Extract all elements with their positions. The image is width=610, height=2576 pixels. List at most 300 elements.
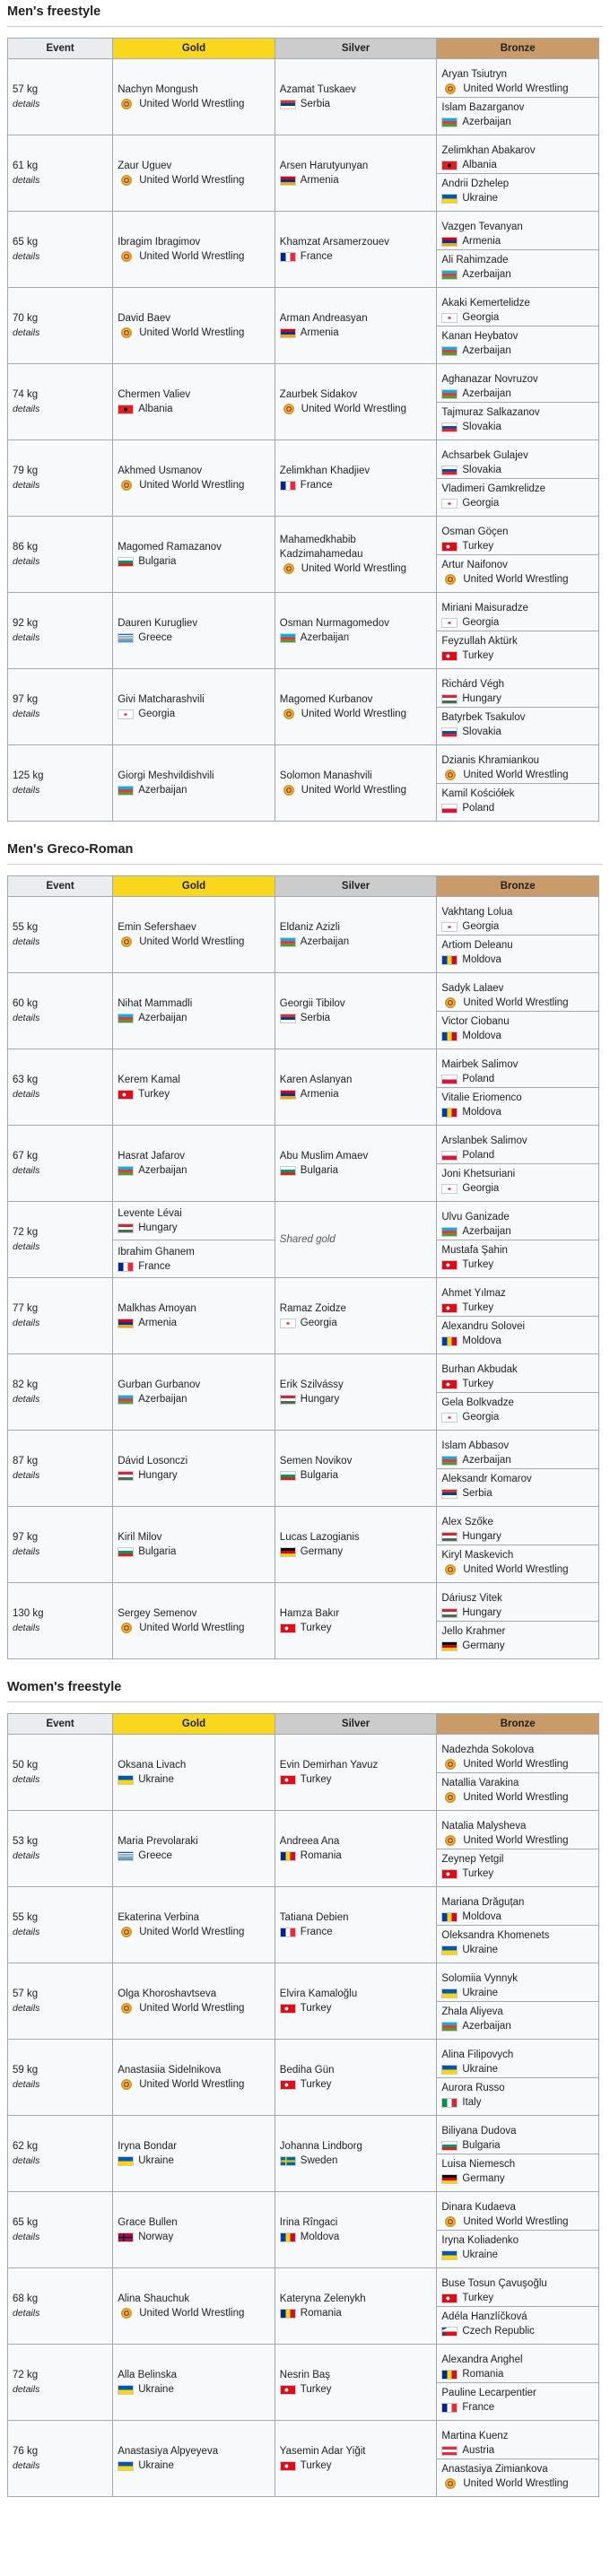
athlete-name-link[interactable]: Dzianis Khramiankou [441,755,540,766]
uww-flag-icon [121,2308,132,2319]
athlete-name-link[interactable]: Alla Belinska [118,2370,178,2380]
athlete-name-link[interactable]: Magomed Kurbanov [279,694,373,705]
gold-column-header[interactable]: Gold [113,39,275,59]
athlete-name-link[interactable]: Vitalie Eriomenco [441,1092,522,1103]
details-link[interactable]: details [13,2079,40,2090]
details-link[interactable]: details [13,2232,40,2242]
country-name-link[interactable]: Ukraine [138,2384,174,2395]
athlete-name-link[interactable]: Vladimeri Gamkrelidze [441,483,546,494]
silver-column-header[interactable]: Silver [274,876,437,897]
athlete-name-link[interactable]: Miriani Maisuradze [441,603,528,614]
country-name-link[interactable]: United World Wrestling [139,2003,245,2014]
country-name-link[interactable]: Slovakia [462,422,501,432]
country-name-link[interactable]: United World Wrestling [139,175,245,186]
athlete-name-link[interactable]: Erik Szilvássy [279,1379,344,1390]
country-name-link[interactable]: Armenia [138,1318,178,1328]
country-name-link[interactable]: Ukraine [138,1774,174,1785]
country-name-link[interactable]: United World Wrestling [139,480,245,491]
athlete-name-link[interactable]: Zhala Aliyeva [441,2006,503,2017]
athlete-name-link[interactable]: Bediha Gün [279,2065,335,2076]
event-column-header[interactable]: Event [8,1714,113,1735]
bronze-medalist [437,783,598,815]
athlete-name-link[interactable]: Olga Khoroshavtseva [118,1989,217,1999]
bronze-cell [437,1354,599,1431]
country-name-link[interactable]: Georgia [462,312,500,323]
albania-flag-icon [441,161,458,170]
athlete-name-link[interactable]: Oksana Livach [118,1760,187,1771]
country-name-link[interactable]: Serbia [300,1013,331,1023]
country-name-link[interactable]: United World Wrestling [463,770,569,780]
athlete-name-link[interactable]: Mustafa Şahin [441,1245,508,1256]
athlete-name-link[interactable]: Alina Filipovych [441,2049,514,2060]
athlete-name-link[interactable]: Victor Ciobanu [441,1016,510,1027]
country-name-link[interactable]: Austria [462,2445,495,2456]
country-name-link[interactable]: Bulgaria [138,1546,177,1557]
country-name-link[interactable]: Armenia [300,1089,339,1100]
country-name-link[interactable]: United World Wrestling [463,1564,569,1575]
athlete-name-link[interactable]: Gurban Gurbanov [118,1379,201,1390]
athlete-name-link[interactable]: Islam Bazarganov [441,102,525,113]
athlete-name-link[interactable]: Batyrbek Tsakulov [441,712,526,723]
athlete-name-link[interactable]: Ali Rahimzade [441,255,509,265]
athlete-name-link[interactable]: Dauren Kurugliev [118,618,198,629]
details-link[interactable]: details [13,1850,40,1861]
athlete-name-link[interactable]: Andrii Dzhelep [441,178,510,189]
country-name-link[interactable]: Ukraine [462,193,499,204]
athlete-name-link[interactable]: Kerem Kamal [118,1075,180,1085]
athlete-name-link[interactable]: Hasrat Jafarov [118,1151,185,1162]
country-name-link[interactable]: United World Wrestling [301,785,406,796]
country-name-link[interactable]: United World Wrestling [463,574,569,585]
country-name-link[interactable]: United World Wrestling [139,1623,245,1633]
athlete-name-link[interactable]: Georgii Tibilov [279,998,345,1009]
athlete-name-link[interactable]: Ibrahim Ghanem [118,1247,195,1258]
country-name-link[interactable]: Turkey [300,1623,332,1633]
country-name-link[interactable]: Hungary [462,1607,501,1618]
country-name-link[interactable]: Greece [138,1850,172,1861]
athlete-name-link[interactable]: Irina Rîngaci [279,2217,338,2228]
country-name-link[interactable]: Ukraine [138,2155,174,2166]
details-link[interactable]: details [13,99,40,109]
athlete-name-link[interactable]: Artiom Deleanu [441,940,513,951]
athlete-name-link[interactable]: Alina Shauchuk [118,2293,190,2304]
athlete-name-link[interactable]: Abu Muslim Amaev [279,1151,369,1162]
country-name-link[interactable]: Germany [462,1640,505,1651]
athlete-name-link[interactable]: Dávid Losonczi [118,1456,188,1466]
athlete-name-link[interactable]: Feyzullah Aktürk [441,636,518,647]
country-name-link[interactable]: Ukraine [462,2250,499,2260]
country-name-link[interactable]: Serbia [300,99,331,109]
country-name-link[interactable]: United World Wrestling [463,1759,569,1770]
athlete-name-link[interactable]: Karen Aslanyan [279,1075,353,1085]
country-name-link[interactable]: Moldova [462,1031,501,1041]
athlete-name-link[interactable]: Alexandru Solovei [441,1321,526,1332]
country-name-link[interactable]: Norway [138,2232,174,2242]
athlete-name-link[interactable]: Givi Matcharashvili [118,694,205,705]
athlete-name-link[interactable]: Zeynep Yetgil [441,1854,504,1865]
athlete-name-link[interactable]: Grace Bullen [118,2217,178,2228]
details-link[interactable]: details [13,709,40,719]
country-name-link[interactable]: Georgia [462,1412,500,1423]
country-name-link[interactable]: United World Wrestling [301,563,406,574]
country-name-link[interactable]: Armenia [300,175,339,186]
turkey-flag-icon [280,1623,296,1633]
country-name-link[interactable]: Slovakia [462,465,501,475]
athlete-name-link[interactable]: Ibragim Ibragimov [118,237,201,248]
country-name-link[interactable]: Turkey [300,1774,332,1785]
country-name-link[interactable]: France [462,2402,495,2413]
silver-column-header[interactable]: Silver [274,1714,437,1735]
athlete-name-link[interactable]: Nadezhda Sokolova [441,1745,535,1755]
athlete-name-link[interactable]: Alex Szőke [441,1517,493,1527]
country-name-link[interactable]: United World Wrestling [139,936,245,947]
details-link[interactable]: details [13,1013,40,1023]
country-name-link[interactable]: Turkey [462,2293,494,2303]
athlete-name-link[interactable]: Malkhas Amoyan [118,1303,196,1314]
details-link[interactable]: details [13,2460,40,2471]
country-name-link[interactable]: United World Wrestling [301,404,406,414]
country-name-link[interactable]: Turkey [462,1302,494,1313]
bronze-column-header[interactable]: Bronze [437,39,599,59]
country-name-link[interactable]: Romania [300,2308,342,2319]
athlete-name-link[interactable]: Iryna Bondar [118,2141,178,2152]
athlete-name-link[interactable]: Andreea Ana [279,1836,340,1847]
country-name-link[interactable]: Bulgaria [138,556,177,567]
athlete-name-link[interactable]: Gela Bolkvadze [441,1397,514,1408]
country-name-link[interactable]: Turkey [462,1259,494,1270]
medalist [280,2215,432,2244]
bronze-column-header[interactable]: Bronze [437,876,599,897]
athlete-name-link[interactable]: Ahmet Yılmaz [441,1288,506,1299]
country-name-link[interactable]: Georgia [462,921,500,932]
gold-column-header[interactable]: Gold [113,1714,275,1735]
uww-flag-icon [121,1623,132,1633]
country-name-link[interactable]: France [138,1261,171,1272]
country-name-link[interactable]: Turkey [462,1379,494,1389]
details-link[interactable]: details [13,1623,40,1633]
country-name-link[interactable]: Greece [138,632,172,643]
athlete-name-link[interactable]: Aleksandr Komarov [441,1474,532,1484]
country-name-link[interactable]: Azerbaijan [138,1013,187,1023]
athlete-name-link[interactable]: Artur Naifonov [441,560,508,570]
country-name-link[interactable]: Azerbaijan [138,785,187,796]
details-link[interactable]: details [13,404,40,414]
country-name-link[interactable]: Moldova [462,954,501,965]
bulgaria-flag-icon [280,1166,296,1176]
athlete-name-link[interactable]: Akaki Kemertelidze [441,298,530,309]
country-name-link[interactable]: United World Wrestling [463,1835,569,1846]
athlete-name-link[interactable]: Burhan Akbudak [441,1364,518,1375]
country-name-link[interactable]: Georgia [462,498,500,509]
athlete-name-link[interactable]: Semen Novikov [279,1456,353,1466]
country-name-link[interactable]: Moldova [462,1336,501,1346]
country-name-link[interactable]: Bulgaria [462,2140,501,2151]
country-name-link[interactable]: Moldova [462,1911,501,1922]
details-link[interactable]: details [13,556,40,567]
athlete-name-link[interactable]: Aghanazar Novruzov [441,374,538,385]
country-name-link[interactable]: United World Wrestling [463,83,569,94]
athlete-name-link[interactable]: Dáriusz Vitek [441,1593,502,1604]
country-name-link[interactable]: Azerbaijan [462,2021,511,2032]
country-name-link[interactable]: Poland [462,1074,495,1084]
details-link[interactable]: details [13,1318,40,1328]
country-name-link[interactable]: Moldova [300,2232,340,2242]
details-link[interactable]: details [13,2308,40,2319]
details-link[interactable]: details [13,480,40,491]
athlete-name-link[interactable]: Martina Kuenz [441,2431,509,2441]
athlete-name-link[interactable]: Ulvu Ganizade [441,1212,510,1223]
country-name-link[interactable]: France [300,480,333,491]
athlete-name-link[interactable]: Buse Tosun Çavuşoğlu [441,2278,547,2289]
athlete-name-link[interactable]: Iryna Koliadenko [441,2235,519,2246]
athlete-name-link[interactable]: Islam Abbasov [441,1440,510,1451]
country-name-link[interactable]: Turkey [300,2003,332,2014]
athlete-name-link[interactable]: Richárd Végh [441,679,505,690]
athlete-name-link[interactable]: Khamzat Arsamerzouev [279,237,389,248]
athlete-name-link[interactable]: Ramaz Zoidze [279,1303,346,1314]
athlete-name-link[interactable]: Aryan Tsiutryn [441,69,508,80]
athlete-name-link[interactable]: Zelimkhan Abakarov [441,145,536,156]
gold-column-header[interactable]: Gold [113,876,275,897]
athlete-name-link[interactable]: Johanna Lindborg [279,2141,362,2152]
athlete-name-link[interactable]: Luisa Niemesch [441,2159,516,2170]
athlete-name-link[interactable]: Pauline Lecarpentier [441,2388,536,2398]
athlete-name-link[interactable]: Osman Göçen [441,527,509,537]
country-name-link[interactable]: Armenia [300,327,339,338]
athlete-name-link[interactable]: Aurora Russo [441,2083,505,2093]
athlete-name-link[interactable]: Dinara Kudaeva [441,2202,516,2213]
country-name-link[interactable]: Azerbaijan [462,1226,511,1237]
country-name-link[interactable]: United World Wrestling [139,327,245,338]
athlete-name-link[interactable]: Kanan Heybatov [441,331,518,342]
athlete-name-link[interactable]: Akhmed Usmanov [118,466,203,476]
athlete-name-link[interactable]: Nihat Mammadli [118,998,193,1009]
country-name-link[interactable]: Hungary [138,1223,178,1233]
country [280,561,432,576]
country-name-link[interactable]: Poland [462,1150,495,1161]
country-name-link[interactable]: Turkey [300,2079,332,2090]
details-link[interactable]: details [13,1470,40,1481]
country-name-link[interactable]: Turkey [138,1089,170,1100]
moldova-flag-icon [280,2232,296,2242]
country-name-link[interactable]: Romania [300,1850,342,1861]
details-link[interactable]: details [13,1089,40,1100]
bronze-column-header[interactable]: Bronze [437,1714,599,1735]
details-link[interactable]: details [13,2155,40,2166]
country-name-link[interactable]: Ukraine [462,1945,499,1955]
country-name-link[interactable]: United World Wrestling [463,2478,569,2489]
country-name-link[interactable]: Albania [138,404,173,414]
country-name-link[interactable]: France [300,251,333,262]
country-name-link[interactable]: Azerbaijan [462,388,511,399]
uww-flag-icon [121,936,132,947]
country-name-link[interactable]: United World Wrestling [139,251,245,262]
country-name-link[interactable]: United World Wrestling [139,2079,245,2090]
athlete-name-link[interactable]: Magomed Ramazanov [118,542,222,553]
athlete-name-link[interactable]: Anastasiya Alpyeyeva [118,2446,219,2457]
athlete-name-link[interactable]: Nachyn Mongush [118,84,198,95]
country [441,1790,594,1805]
athlete-name-link[interactable]: Jello Krahmer [441,1626,506,1637]
country-name-link[interactable]: Hungary [462,693,501,704]
athlete-name-link[interactable]: Kamil Kościółek [441,788,515,799]
country-name-link[interactable]: Azerbaijan [300,936,350,947]
country-name-link[interactable]: United World Wrestling [463,997,569,1008]
country-name-link[interactable]: Ukraine [462,1988,499,1998]
athlete-name-link[interactable]: Emin Sefershaev [118,922,196,933]
athlete-name-link[interactable]: Sadyk Lalaev [441,983,504,994]
country-name-link[interactable]: Bulgaria [300,1470,338,1481]
details-link[interactable]: details [13,251,40,262]
athlete-name-link[interactable]: Anastasiya Zimiankova [441,2464,548,2475]
details-link[interactable]: details [13,1241,40,1252]
athlete-name-link[interactable]: Achsarbek Gulajev [441,450,528,461]
country-name-link[interactable]: Turkey [462,541,494,552]
details-link[interactable]: details [13,327,40,338]
country-name-link[interactable]: Georgia [462,617,500,628]
athlete-name-link[interactable]: Tatiana Debien [279,1912,349,1923]
table-row [8,1887,599,1963]
country-name-link[interactable]: Azerbaijan [300,632,350,643]
country-name-link[interactable]: Azerbaijan [462,345,511,356]
athlete-name-link[interactable]: Natallia Varakina [441,1778,519,1788]
athlete-name-link[interactable]: Azamat Tuskaev [279,84,356,95]
country-name-link[interactable]: Poland [462,803,495,814]
country-name-link[interactable]: Czech Republic [462,2326,535,2337]
country-name-link[interactable]: Romania [462,2369,504,2380]
athlete-name-link[interactable]: Mahamedkhabib Kadzimahamedau [279,535,363,560]
details-link[interactable]: details [13,1394,40,1405]
country-name-link[interactable]: Germany [462,2173,505,2184]
details-link[interactable]: details [13,1546,40,1557]
event-cell [8,1963,113,2040]
athlete-name-link[interactable]: Adéla Hanzlíčková [441,2311,527,2322]
country-name-link[interactable]: Germany [300,1546,344,1557]
athlete-name-link[interactable]: Solomon Manashvili [279,770,372,781]
athlete-name-link[interactable]: Maria Prevolaraki [118,1836,198,1847]
country-name-link[interactable]: Azerbaijan [138,1394,187,1405]
country-name-link[interactable]: Hungary [138,1470,178,1481]
athlete-name-link[interactable]: Kiril Milov [118,1532,162,1543]
athlete-name-link[interactable]: Zaur Uguev [118,161,172,171]
country-name-link[interactable]: United World Wrestling [463,1792,569,1803]
country-name-link[interactable]: Georgia [300,1318,337,1328]
athlete-name-link[interactable]: Levente Lévai [118,1208,182,1219]
country-name-link[interactable]: Georgia [138,709,176,719]
country-name-link[interactable]: Azerbaijan [462,269,511,280]
country-name-link[interactable]: Bulgaria [300,1165,338,1176]
bronze-medalist [437,2121,598,2154]
details-link[interactable]: details [13,2384,40,2395]
athlete-name-link[interactable]: Sergey Semenov [118,1608,197,1619]
country-name-link[interactable]: United World Wrestling [139,2308,245,2319]
country-name-link[interactable]: Armenia [462,236,501,247]
athlete-name-link[interactable]: Anastasiia Sidelnikova [118,2065,222,2076]
athlete-name-link[interactable]: Eldaniz Azizli [279,922,340,933]
country-name-link[interactable]: Hungary [462,1531,501,1542]
country-name-link[interactable]: Turkey [300,2460,332,2471]
details-link[interactable]: details [13,1927,40,1937]
details-link[interactable]: details [13,1774,40,1785]
athlete-name-link[interactable]: Mariana Drăguțan [441,1897,525,1908]
athlete-name-link[interactable]: Giorgi Meshvildishvili [118,770,214,781]
country-name-link[interactable]: Sweden [300,2155,338,2166]
details-link[interactable]: details [13,175,40,186]
athlete-name-link[interactable]: Biliyana Dudova [441,2126,517,2137]
country-name-link[interactable]: Azerbaijan [138,1165,187,1176]
country-name-link[interactable]: United World Wrestling [139,99,245,109]
athlete-name-link[interactable]: Zelimkhan Khadjiev [279,466,370,476]
country-name-link[interactable]: Serbia [462,1488,492,1499]
athlete-name-link[interactable]: Vazgen Tevanyan [441,222,523,232]
country-name-link[interactable]: Slovakia [462,727,501,737]
athlete-name-link[interactable]: Yasemin Adar Yiğit [279,2446,366,2457]
athlete-name-link[interactable]: Osman Nurmagomedov [279,618,389,629]
athlete-name-link[interactable]: Chermen Valiev [118,389,191,400]
athlete-name-link[interactable]: Joni Khetsuriani [441,1169,516,1179]
athlete-name-link[interactable]: Tajmuraz Salkazanov [441,407,540,418]
athlete-name-link[interactable]: Lucas Lazogianis [279,1532,360,1543]
country-name-link[interactable]: Turkey [462,650,494,661]
country-name-link[interactable]: Turkey [300,2384,332,2395]
bronze-cell [437,364,599,440]
details-link[interactable]: details [13,936,40,947]
athlete-name-link[interactable]: David Baev [118,313,171,324]
athlete-name-link[interactable]: Alexandra Anghel [441,2354,523,2365]
gold-cell [113,135,275,212]
country-name-link[interactable]: Ukraine [138,2460,174,2471]
athlete-name-link[interactable]: Natalia Malysheva [441,1821,527,1832]
country-name-link[interactable]: Ukraine [462,2064,499,2075]
country-name-link[interactable]: Albania [462,160,497,170]
athlete-name-link[interactable]: Elvira Kamaloğlu [279,1989,358,1999]
event-column-header[interactable]: Event [8,876,113,897]
athlete-name-link[interactable]: Ekaterina Verbina [118,1912,200,1923]
country-name-link[interactable]: Hungary [300,1394,340,1405]
details-link[interactable]: details [13,785,40,796]
country-name-link[interactable]: United World Wrestling [139,1927,245,1937]
athlete-name-link[interactable]: Mairbek Salimov [441,1059,518,1070]
country-name-link[interactable]: United World Wrestling [301,709,406,719]
athlete-name-link[interactable]: Evin Demirhan Yavuz [279,1760,379,1771]
athlete-name-link[interactable]: Vakhtang Lolua [441,907,513,918]
athlete-name-link[interactable]: Kiryl Maskevich [441,1550,514,1561]
country-name-link[interactable]: Azerbaijan [462,117,511,127]
athlete-name-link[interactable]: Arman Andreasyan [279,313,368,324]
country-name-link[interactable]: Azerbaijan [462,1455,511,1466]
country-name-link[interactable]: France [300,1927,333,1937]
athlete-name-link[interactable]: Solomiia Vynnyk [441,1973,518,1984]
athlete-name-link[interactable]: Oleksandra Khomenets [441,1930,550,1941]
country-name-link[interactable]: Georgia [462,1183,500,1194]
country-name-link[interactable]: United World Wrestling [463,2216,569,2227]
athlete-name-link[interactable]: Kateryna Zelenykh [279,2293,366,2304]
details-link[interactable]: details [13,2003,40,2014]
athlete-name-link[interactable]: Zaurbek Sidakov [279,389,358,400]
country-name-link[interactable]: Italy [462,2097,482,2108]
event-column-header[interactable]: Event [8,39,113,59]
athlete-name-link[interactable]: Hamza Bakır [279,1608,340,1619]
country-name-link[interactable]: Moldova [462,1107,501,1118]
athlete-name-link[interactable]: Nesrin Baş [279,2370,331,2380]
details-link[interactable]: details [13,1165,40,1176]
silver-column-header[interactable]: Silver [274,39,437,59]
athlete-name-link[interactable]: Arslanbek Salimov [441,1136,527,1146]
medalist [118,1378,270,1406]
details-link[interactable]: details [13,632,40,643]
athlete-name-link[interactable]: Arsen Harutyunyan [279,161,369,171]
country-name-link[interactable]: Turkey [462,1868,494,1879]
